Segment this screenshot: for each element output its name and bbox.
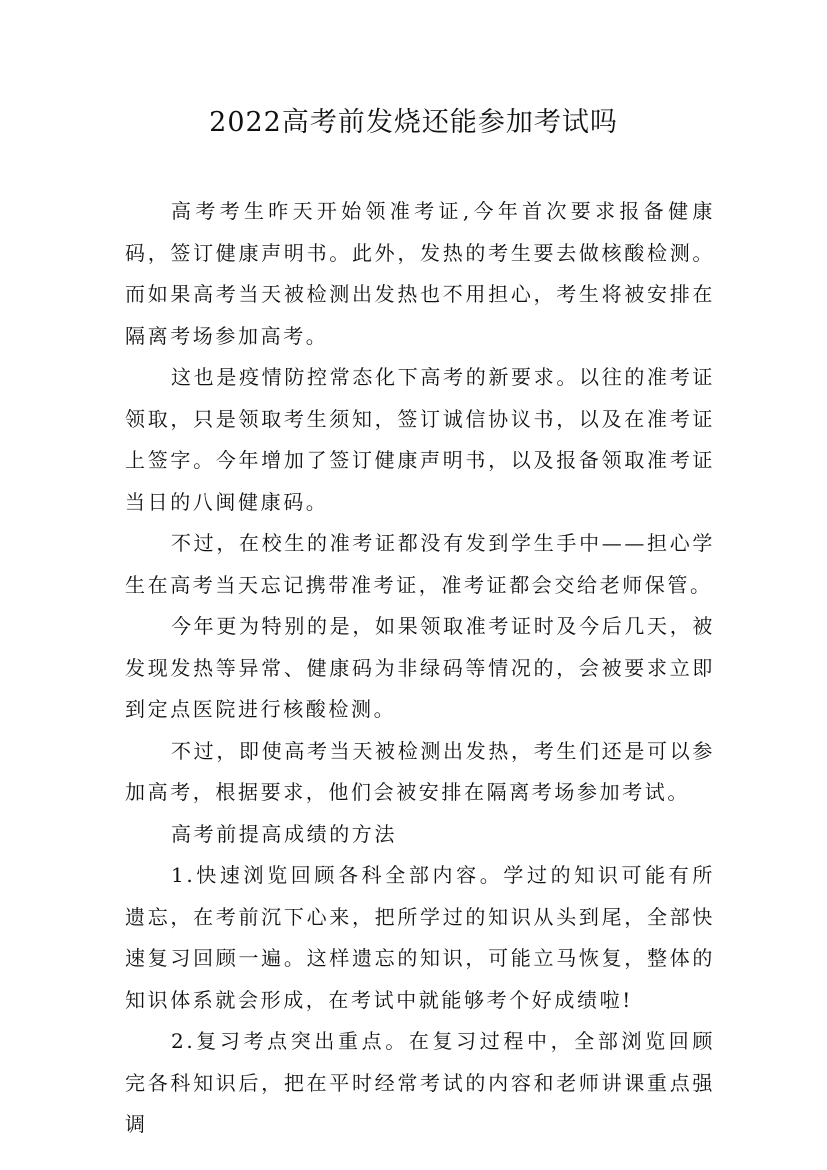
paragraph: 不过，即使高考当天被检测出发热，考生们还是可以参加高考，根据要求，他们会被安排在隔离考场参加考试。 xyxy=(125,738,715,804)
document-title: 2022高考前发烧还能参加考试吗 xyxy=(209,107,618,138)
paragraph: 1.快速浏览回顾各科全部内容。学过的知识可能有所遗忘，在考前沉下心来，把所学过的知识从头到尾，全部快速复习回顾一遍。这样遗忘的知识，可能立马恢复，整体的知识体系就会形成，在考试中就能够考个好成绩啦! xyxy=(125,863,715,1012)
paragraph: 2.复习考点突出重点。在复习过程中，全部浏览回顾完各科知识后，把在平时经常考试的内容和老师讲课重点强调 xyxy=(125,1029,715,1136)
paragraph: 高考考生昨天开始领准考证,今年首次要求报备健康码，签订健康声明书。此外，发热的考生要去做核酸检测。而如果高考当天被检测出发热也不用担心，考生将被安排在隔离考场参加高考。 xyxy=(125,199,715,348)
paragraph: 不过，在校生的准考证都没有发到学生手中——担心学生在高考当天忘记携带准考证，准考证都会交给老师保管。 xyxy=(125,531,715,597)
paragraph: 今年更为特别的是，如果领取准考证时及今后几天，被发现发热等异常、健康码为非绿码等情况的，会被要求立即到定点医院进行核酸检测。 xyxy=(125,614,715,721)
document-body xyxy=(125,191,715,1146)
section-heading: 高考前提高成绩的方法 xyxy=(171,821,397,846)
paragraph: 这也是疫情防控常态化下高考的新要求。以往的准考证领取，只是领取考生须知，签订诚信协议书，以及在准考证上签字。今年增加了签订健康声明书，以及报备领取准考证当日的八闽健康码。 xyxy=(125,365,715,514)
